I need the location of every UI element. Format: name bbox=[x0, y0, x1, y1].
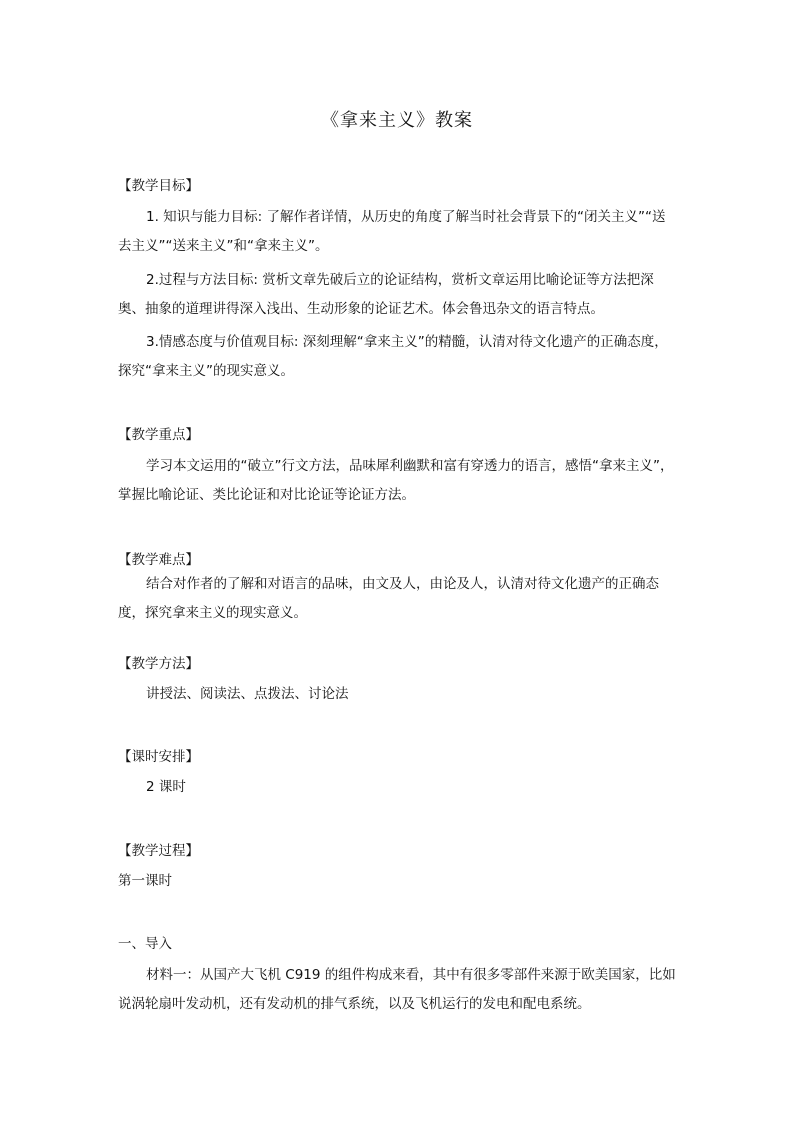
methods-heading: 【教学方法】 bbox=[118, 656, 199, 672]
goal-item-2: 2.过程与方法目标: 赏析文章先破后立的论证结构，赏析文章运用比喻论证等方法把深奥、抽象的道理讲得深入浅出、生动形象的论证艺术。体会鲁迅杂文的语言特点。 bbox=[118, 272, 654, 317]
material-1-text: 材料一：从国产大飞机 C919 的组件构成来看，其中有很多零部件来源于欧美国家，比如说涡轮扇叶发动机，还有发动机的排气系统，以及飞机运行的发电和配电系统。 bbox=[118, 967, 676, 1012]
document-title: 《拿来主义》教案 bbox=[321, 110, 473, 131]
schedule-heading: 【课时安排】 bbox=[118, 749, 199, 765]
methods-text: 讲授法、阅读法、点拨法、讨论法 bbox=[146, 686, 349, 702]
intro-heading: 一、导入 bbox=[118, 936, 172, 952]
lesson-label: 第一课时 bbox=[118, 873, 172, 889]
goals-heading: 【教学目标】 bbox=[118, 178, 199, 194]
difficulties-heading: 【教学难点】 bbox=[118, 552, 199, 568]
goal-item-3: 3.情感态度与价值观目标: 深刻理解“拿来主义”的精髓，认清对待文化遗产的正确态度，探究“拿来主义”的现实意义。 bbox=[118, 334, 668, 379]
goal-item-1: 1. 知识与能力目标: 了解作者详情，从历史的角度了解当时社会背景下的“闭关主义”“送去主义”“送来主义”和“拿来主义”。 bbox=[118, 209, 666, 254]
difficulties-text: 结合对作者的了解和对语言的品味，由文及人，由论及人，认清对待文化遗产的正确态度，探究拿来主义的现实意义。 bbox=[118, 576, 659, 621]
process-heading: 【教学过程】 bbox=[118, 843, 199, 859]
key-points-heading: 【教学重点】 bbox=[118, 427, 199, 443]
key-points-text: 学习本文运用的“破立”行文方法，品味犀利幽默和富有穿透力的语言，感悟“拿来主义”，掌握比喻论证、类比论证和对比论证等论证方法。 bbox=[118, 458, 674, 503]
schedule-text: 2 课时 bbox=[146, 779, 186, 795]
